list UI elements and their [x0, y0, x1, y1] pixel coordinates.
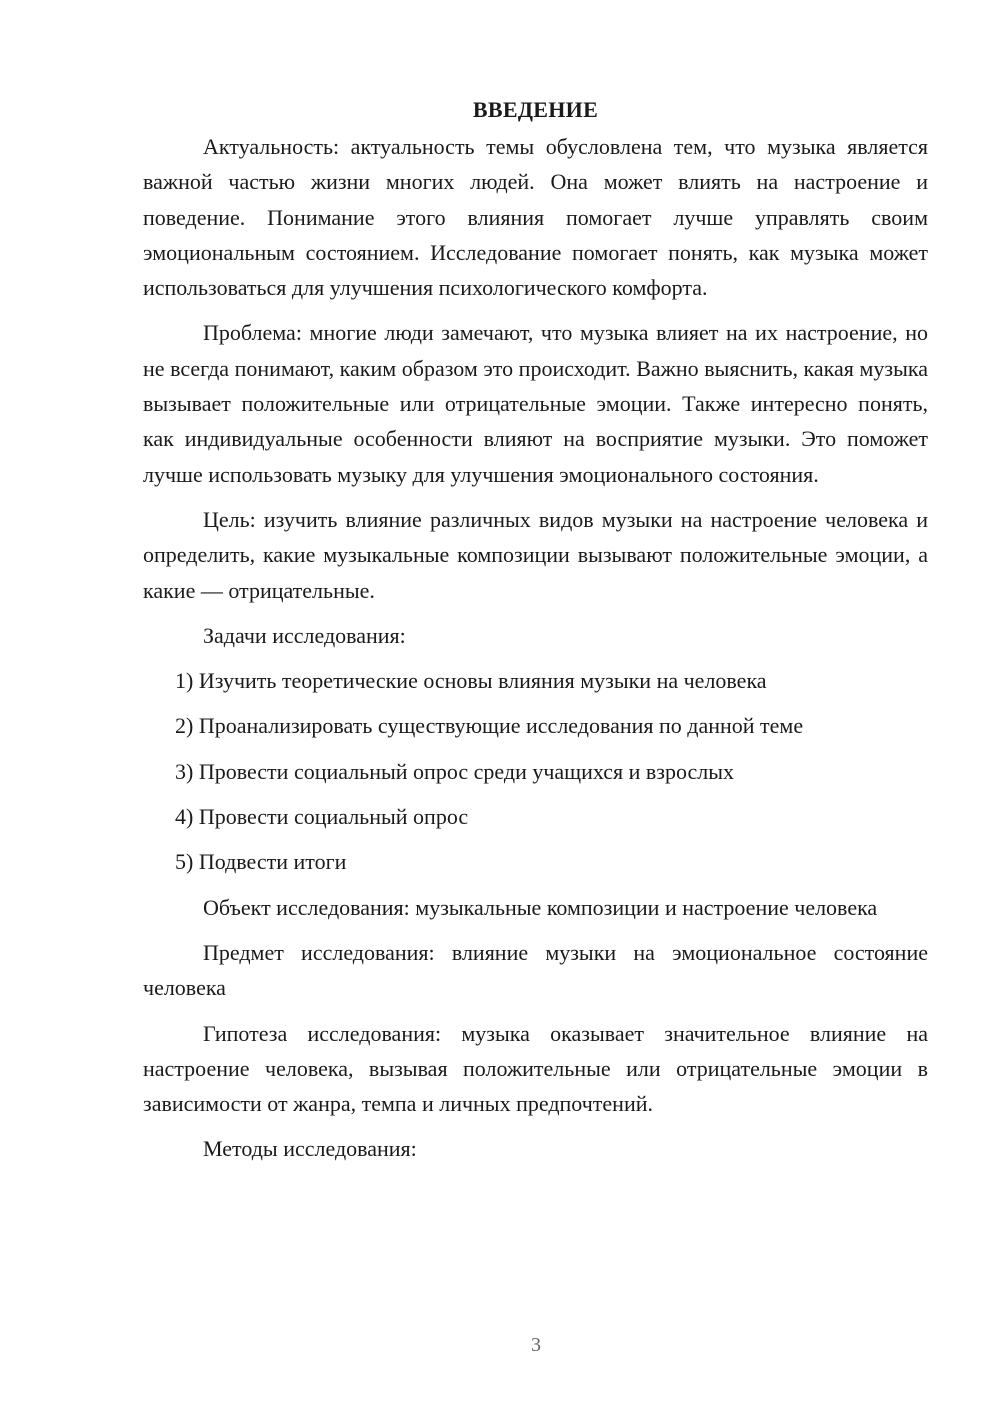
- list-item: 1) Изучить теоретические основы влияния музыки на человека: [175, 668, 767, 694]
- methods-title: Методы исследования:: [203, 1136, 417, 1162]
- paragraph-object: Объект исследования: музыкальные композиции и настроение человека: [203, 894, 878, 920]
- list-item: 4) Провести социальный опрос: [175, 804, 469, 830]
- list-item: 3) Провести социальный опрос среди учащихся и взрослых: [175, 758, 735, 784]
- tasks-title: Задачи исследования:: [203, 622, 406, 648]
- page-number: 3: [531, 1334, 541, 1356]
- list-item: 2) Проанализировать существующие исследования по данной теме: [175, 713, 804, 739]
- list-item: 5) Подвести итоги: [175, 849, 347, 875]
- paragraph-problem: Проблема: многие люди замечают, что музыка влияет на их настроение, но не всегда понимают, каким образом это происходит. Важно выяснить, какая музыка вызывает положительные или отрицательные эмоции. Также интересно понять, как индивидуальные особенности влияют на восприятие музыки. Это поможет лучше использовать музыку для улучшения эмоционального состояния.: [143, 320, 928, 487]
- tasks-list: [143, 663, 928, 879]
- paragraph-subject: Предмет исследования: влияние музыки на эмоциональное состояние человека: [143, 939, 928, 1001]
- document-page: [143, 92, 928, 1177]
- paragraph-hypothesis: Гипотеза исследования: музыка оказывает значительное влияние на настроение человека, вызывая положительные или отрицательные эмоции в зависимости от жанра, темпа и личных предпочтений.: [143, 1020, 928, 1117]
- paragraph-goal: Цель: изучить влияние различных видов музыки на настроение человека и определить, какие музыкальные композиции вызывают положительные эмоции, а какие — отрицательные.: [143, 506, 928, 603]
- paragraph-relevance: Актуальность: актуальность темы обусловлена тем, что музыка является важной частью жизни многих людей. Она может влиять на настроение и поведение. Понимание этого влияния помогает лучше управлять своим эмоциональным состоянием. Исследование помогает понять, как музыка может использоваться для улучшения психологического комфорта.: [143, 134, 928, 301]
- page-title: ВВЕДЕНИЕ: [472, 97, 599, 122]
